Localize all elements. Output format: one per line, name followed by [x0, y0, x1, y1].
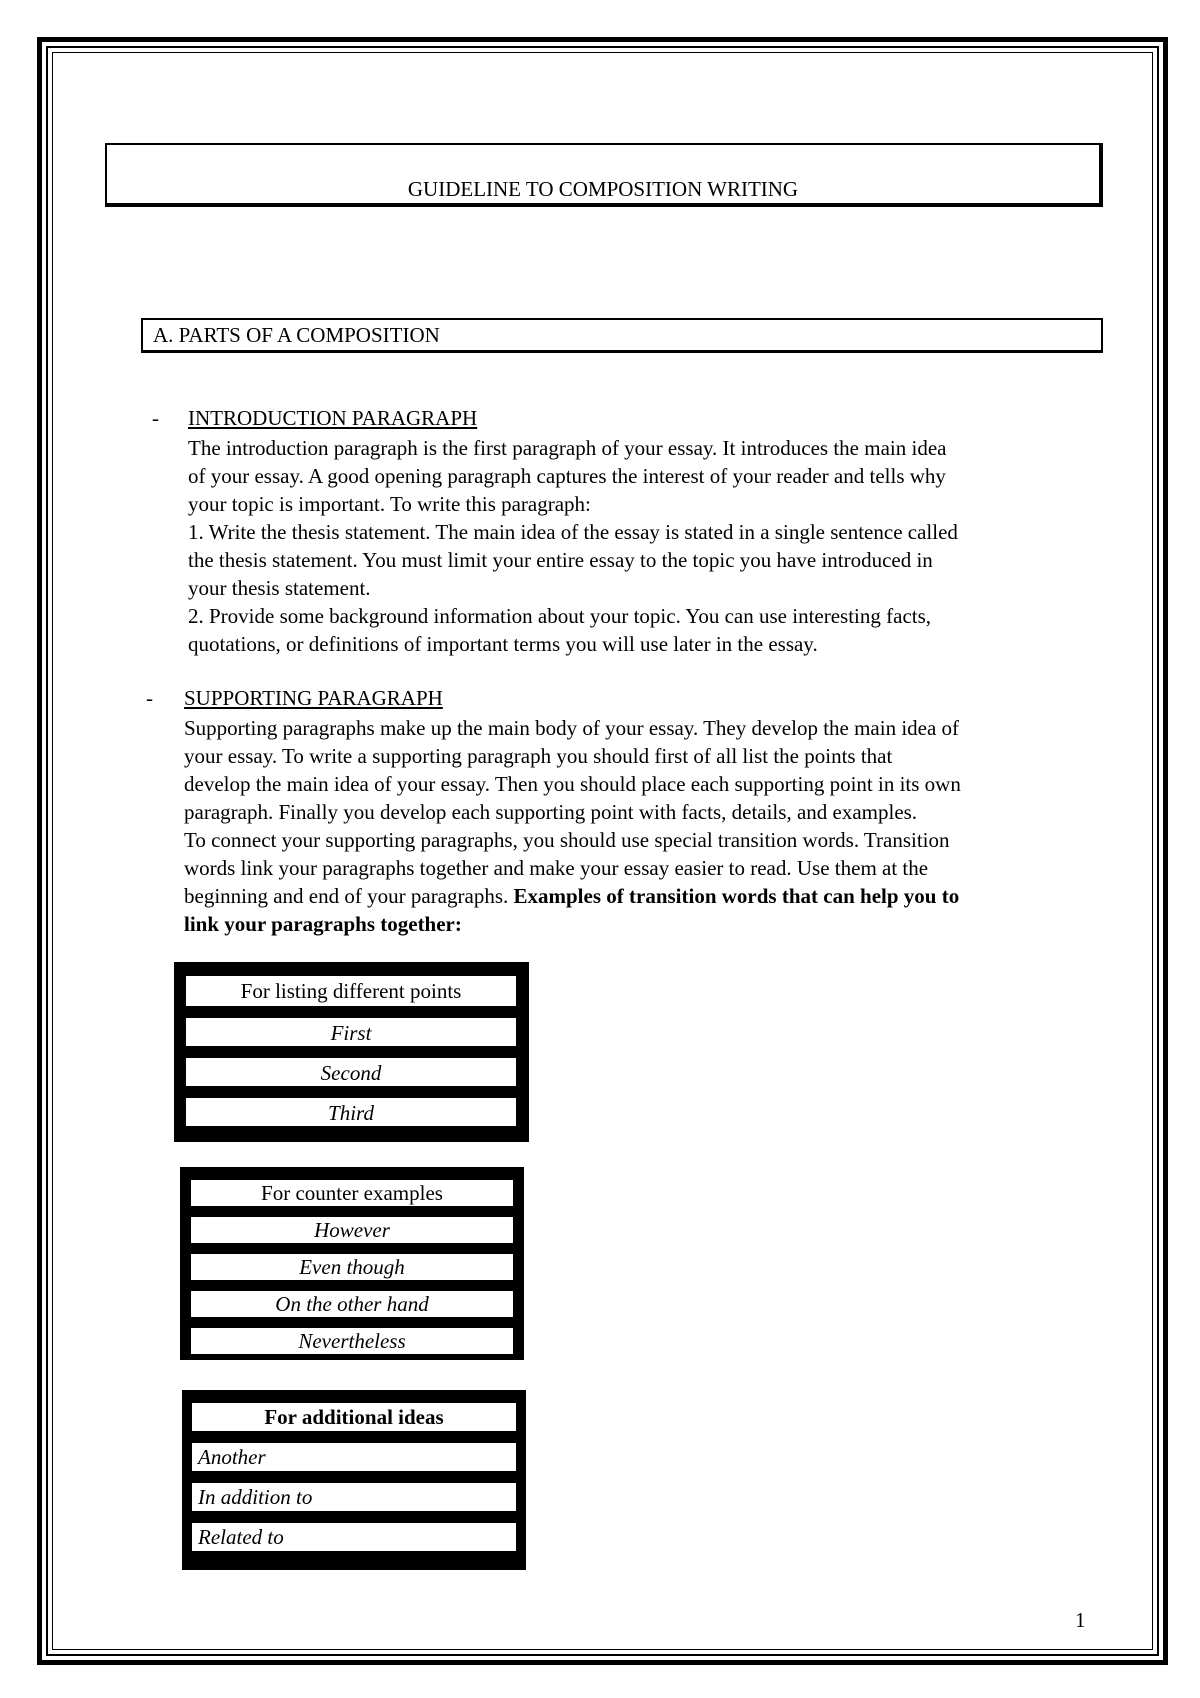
- supporting-line: words link your paragraphs together and make your essay easier to read. Use them at the: [184, 856, 929, 880]
- supporting-line: paragraph. Finally you develop each supporting point with facts, details, and examples.: [184, 800, 918, 824]
- intro-paragraph: [188, 434, 1108, 658]
- intro-line: your thesis statement.: [188, 576, 371, 600]
- counter-examples-table: [180, 1167, 524, 1360]
- listing-points-table: [174, 962, 529, 1142]
- page-number: 1: [1075, 1608, 1086, 1632]
- section-heading: A. PARTS OF A COMPOSITION: [141, 318, 1103, 353]
- counter-table-cell: However: [189, 1215, 515, 1245]
- counter-table-cell: Nevertheless: [189, 1326, 515, 1356]
- intro-line: The introduction paragraph is the first paragraph of your essay. It introduces the main idea: [188, 436, 947, 460]
- supporting-paragraph: [184, 714, 1114, 938]
- counter-table-header: For counter examples: [189, 1178, 515, 1208]
- document-title: GUIDELINE TO COMPOSITION WRITING: [407, 177, 799, 201]
- supporting-line: develop the main idea of your essay. Then you should place each supporting point in its own: [184, 772, 961, 796]
- counter-table-cell: Even though: [189, 1252, 515, 1282]
- additional-table-cell: Another: [190, 1441, 518, 1473]
- supporting-line: your essay. To write a supporting paragraph you should first of all list the points that: [184, 744, 893, 768]
- additional-table-cell: Related to: [190, 1521, 518, 1553]
- supporting-line: [184, 910, 1114, 938]
- supporting-line: Supporting paragraphs make up the main body of your essay. They develop the main idea of: [184, 716, 960, 740]
- intro-bullet: -: [152, 406, 159, 430]
- intro-line: your topic is important. To write this paragraph:: [188, 492, 591, 516]
- supporting-line-plain: beginning and end of your paragraphs.: [184, 884, 514, 908]
- intro-line: quotations, or definitions of important terms you will use later in the essay.: [188, 632, 818, 656]
- intro-line: 2. Provide some background information about your topic. You can use interesting facts,: [188, 604, 932, 628]
- document-title-box: [105, 143, 1103, 207]
- counter-table-cell: On the other hand: [189, 1289, 515, 1319]
- supporting-heading: SUPPORTING PARAGRAPH: [184, 686, 443, 710]
- listing-table-cell: First: [184, 1016, 518, 1048]
- additional-table-cell: In addition to: [190, 1481, 518, 1513]
- transition-intro-bold-2: link your paragraphs together:: [184, 912, 462, 936]
- intro-line: the thesis statement. You must limit your entire essay to the topic you have introduced in: [188, 548, 933, 572]
- additional-ideas-table: [182, 1390, 526, 1570]
- transition-intro-bold: Examples of transition words that can help you to: [513, 884, 960, 908]
- supporting-bullet: -: [146, 686, 153, 710]
- intro-heading: INTRODUCTION PARAGRAPH: [188, 406, 478, 430]
- listing-table-cell: Second: [184, 1056, 518, 1088]
- intro-line: of your essay. A good opening paragraph captures the interest of your reader and tells why: [188, 464, 946, 488]
- listing-table-cell: Third: [184, 1096, 518, 1128]
- intro-line: 1. Write the thesis statement. The main idea of the essay is stated in a single sentence called: [188, 520, 958, 544]
- supporting-line: [184, 882, 1114, 910]
- supporting-line: To connect your supporting paragraphs, you should use special transition words. Transition: [184, 828, 950, 852]
- additional-table-header: For additional ideas: [190, 1401, 518, 1433]
- listing-table-header: For listing different points: [184, 974, 518, 1008]
